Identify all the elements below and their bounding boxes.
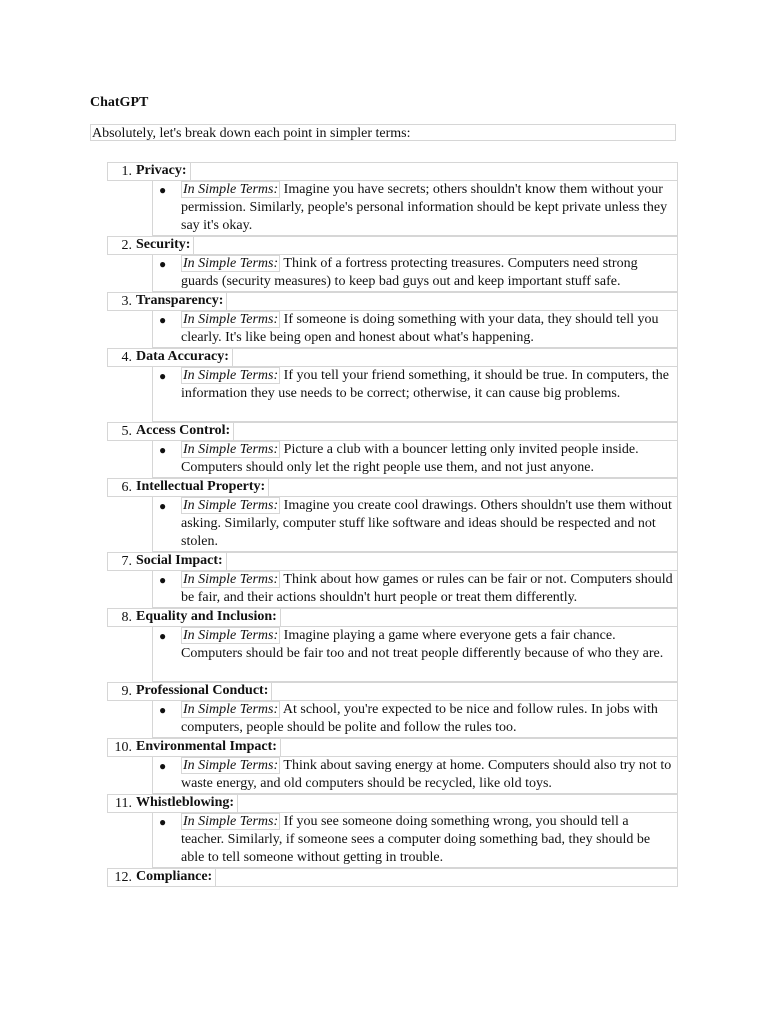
list-item-detail <box>152 255 678 292</box>
bullet-icon: ● <box>159 313 167 327</box>
item-explanation: If you see someone doing something wrong, you should tell a teacher. Similarly, if someone sees a computer doing something bad, they should be able to tell someone without getting in trouble. <box>181 814 651 865</box>
principles-list <box>107 162 678 887</box>
simple-terms-tag: In Simple Terms: <box>183 758 279 773</box>
item-explanation: Think about how games or rules can be fair or not. Computers should be fair, and their actions shouldn't hurt people or treat them differently. <box>181 572 673 605</box>
simple-terms-tag: In Simple Terms: <box>183 442 279 457</box>
item-explanation: Imagine you have secrets; others shouldn't know them without your permission. Similarly, people's personal information should be kept private unless they say it's okay. <box>181 182 668 233</box>
list-item-heading <box>107 348 678 367</box>
item-label: Access Control: <box>136 422 234 440</box>
item-number: 1. <box>121 164 132 179</box>
item-number: 5. <box>121 424 132 439</box>
item-explanation: Imagine playing a game where everyone gets a fair chance. Computers should be fair too and not treat people differently because of who they are. <box>181 628 664 661</box>
item-label: Data Accuracy: <box>136 348 233 366</box>
list-item-heading <box>107 868 678 887</box>
simple-terms-tag: In Simple Terms: <box>183 368 279 383</box>
item-number: 4. <box>121 350 132 365</box>
item-label: Equality and Inclusion: <box>136 608 281 626</box>
item-label: Whistleblowing: <box>136 794 238 812</box>
list-item-detail <box>152 497 678 552</box>
list-item-heading <box>107 608 678 627</box>
item-label: Intellectual Property: <box>136 478 269 496</box>
item-explanation: Imagine you create cool drawings. Others shouldn't use them without asking. Similarly, computer stuff like software and ideas should be respected and not stolen. <box>181 498 672 549</box>
item-explanation: If you tell your friend something, it should be true. In computers, the information they use needs to be correct; otherwise, it can cause big problems. <box>181 368 669 401</box>
item-label: Compliance: <box>136 868 216 886</box>
simple-terms-tag: In Simple Terms: <box>183 572 279 587</box>
list-item-detail <box>152 311 678 348</box>
item-number: 10. <box>114 740 132 755</box>
simple-terms-tag: In Simple Terms: <box>183 312 279 327</box>
item-number: 8. <box>121 610 132 625</box>
list-item-detail <box>152 441 678 478</box>
bullet-icon: ● <box>159 443 167 457</box>
item-number: 7. <box>121 554 132 569</box>
simple-terms-tag: In Simple Terms: <box>183 498 279 513</box>
item-label: Social Impact: <box>136 552 227 570</box>
page-title: ChatGPT <box>90 95 149 110</box>
list-item-heading <box>107 682 678 701</box>
item-explanation: Picture a club with a bouncer letting only invited people inside. Computers should only let the right people use them, and not just anyone. <box>181 442 639 475</box>
list-item-heading <box>107 738 678 757</box>
bullet-icon: ● <box>159 703 167 717</box>
bullet-icon: ● <box>159 759 167 773</box>
item-number: 12. <box>114 870 132 885</box>
bullet-icon: ● <box>159 369 167 383</box>
bullet-icon: ● <box>159 629 167 643</box>
simple-terms-tag: In Simple Terms: <box>183 182 279 197</box>
item-number: 3. <box>121 294 132 309</box>
item-number: 2. <box>121 238 132 253</box>
item-explanation: Think of a fortress protecting treasures. Computers need strong guards (security measures) to keep bad guys out and keep important stuff safe. <box>181 256 638 289</box>
list-item-detail <box>152 701 678 738</box>
list-item-heading <box>107 162 678 181</box>
item-explanation: Think about saving energy at home. Computers should also try not to waste energy, and old computers should be recycled, like old toys. <box>181 758 672 791</box>
list-item-heading <box>107 552 678 571</box>
item-label: Transparency: <box>136 292 227 310</box>
list-item-detail <box>152 181 678 236</box>
bullet-icon: ● <box>159 257 167 271</box>
item-number: 9. <box>121 684 132 699</box>
list-item-heading <box>107 292 678 311</box>
list-item-heading <box>107 236 678 255</box>
simple-terms-tag: In Simple Terms: <box>183 814 279 829</box>
bullet-icon: ● <box>159 815 167 829</box>
item-label: Security: <box>136 236 194 254</box>
list-item-heading <box>107 422 678 441</box>
list-item-detail <box>152 571 678 608</box>
list-item-detail <box>152 627 678 682</box>
list-item-detail <box>152 757 678 794</box>
list-item-heading <box>107 794 678 813</box>
item-number: 6. <box>121 480 132 495</box>
bullet-icon: ● <box>159 499 167 513</box>
list-item-detail <box>152 813 678 868</box>
item-label: Privacy: <box>136 162 191 180</box>
item-label: Professional Conduct: <box>136 682 272 700</box>
simple-terms-tag: In Simple Terms: <box>183 628 279 643</box>
item-number: 11. <box>115 796 132 811</box>
bullet-icon: ● <box>159 573 167 587</box>
item-label: Environmental Impact: <box>136 738 281 756</box>
item-explanation: If someone is doing something with your data, they should tell you clearly. It's like being open and honest about what's happening. <box>181 312 659 345</box>
intro-text: Absolutely, let's break down each point in simpler terms: <box>90 124 676 141</box>
simple-terms-tag: In Simple Terms: <box>183 256 279 271</box>
list-item-heading <box>107 478 678 497</box>
item-explanation: At school, you're expected to be nice and follow rules. In jobs with computers, people should be polite and follow the rules too. <box>181 702 658 735</box>
bullet-icon: ● <box>159 183 167 197</box>
simple-terms-tag: In Simple Terms: <box>183 702 279 717</box>
list-item-detail <box>152 367 678 422</box>
